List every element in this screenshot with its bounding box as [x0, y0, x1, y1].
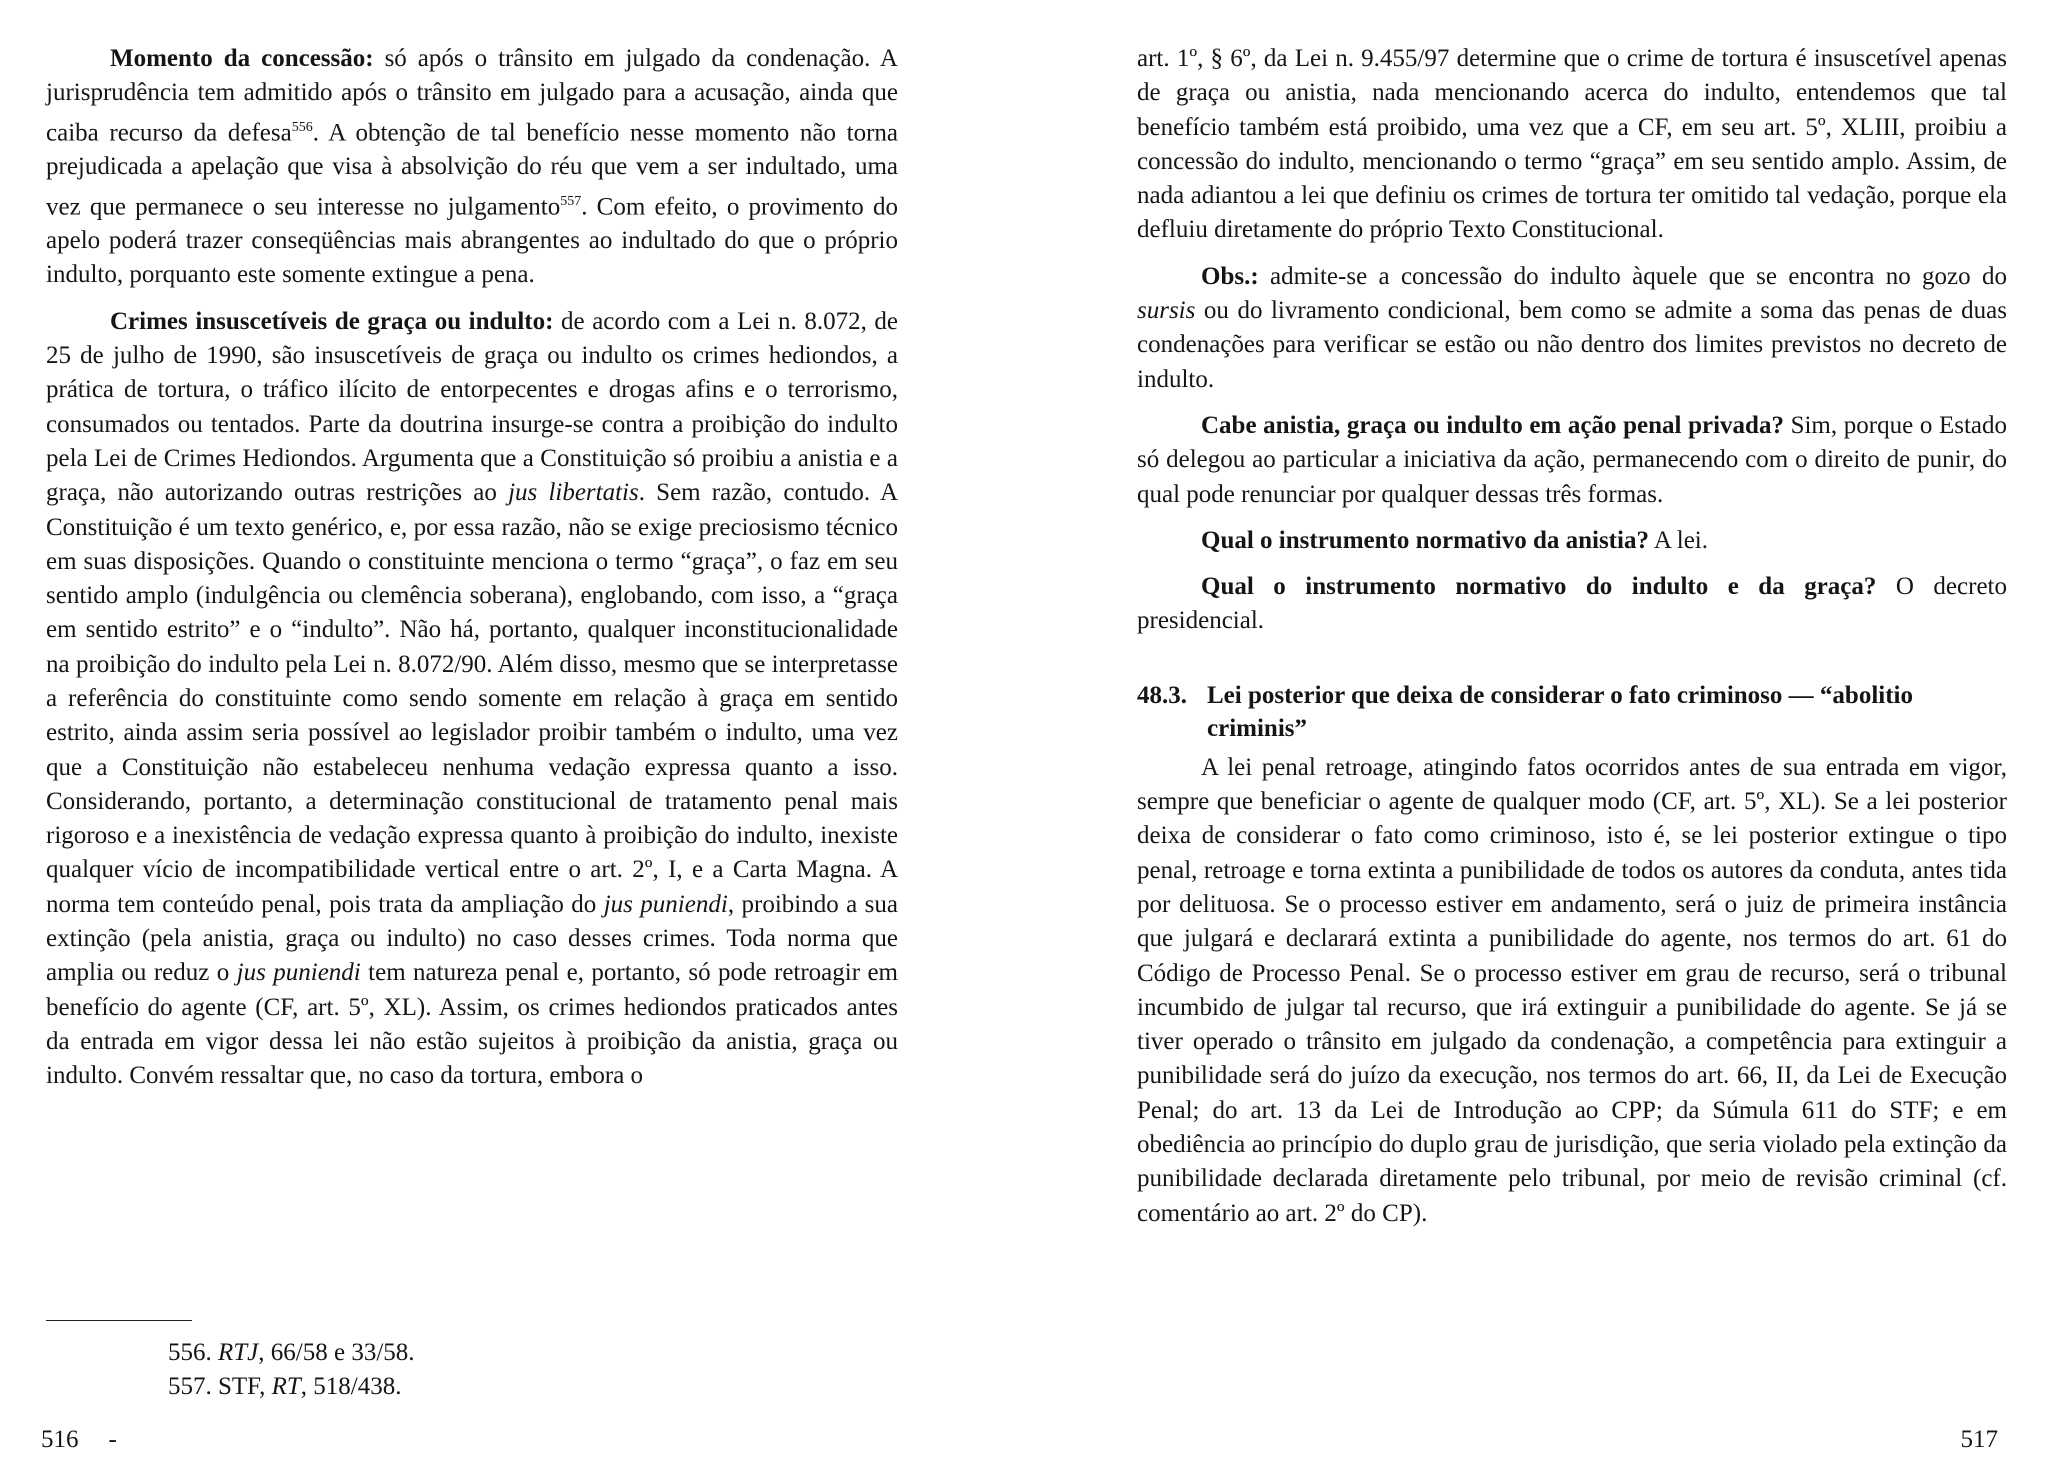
right-page — [1024, 0, 2048, 1472]
paragraph-crimes-insusceptiveis: Crimes insuscetíveis de graça ou indulto: de acordo com a Lei n. 8.072, de 25 de julho de 1990, são insuscetíveis de graça ou indulto os crimes hediondos, a prática de tortura, o tráfico ilícito de entorpecentes e drogas afins e o terrorismo, consumados ou tentados. Parte da doutrina insurge-se contra a proibição do indulto pela Lei de Crimes Hediondos. Argumenta que a Constituição só proibiu a anistia e a graça, não autorizando outras restrições ao jus libertatis. Sem razão, contudo. A Constituição é um texto genérico, e, por essa razão, não se exige preciosismo técnico em suas disposições. Quando o constituinte menciona o termo “graça”, o faz em seu sentido amplo (indulgência ou clemência soberana), englobando, com isso, a “graça em sentido estrito” e o “indulto”. Não há, portanto, qualquer inconstitucionalidade na proibição do indulto pela Lei n. 8.072/90. Além disso, mesmo que se interpretasse a referência do constituinte como sendo somente em relação à graça em sentido estrito, ainda assim seria possível ao legislador proibir também o indulto, uma vez que a Constituição não estabeleceu nenhuma vedação expressa quanto a isso. Considerando, portanto, a determinação constitucional de tratamento penal mais rigoroso e a inexistência de vedação expressa quanto à proibição do indulto, inexiste qualquer vício de incompatibilidade vertical entre o art. 2º, I, e a Carta Magna. A norma tem conteúdo penal, pois trata da ampliação do jus puniendi, proibindo a sua extinção (pela anistia, graça ou indulto) no caso desses crimes. Toda norma que amplia ou reduz o jus puniendi tem natureza penal e, portanto, só pode retroagir em benefício do agente (CF, art. 5º, XL). Assim, os crimes hediondos praticados antes da entrada em vigor dessa lei não estão sujeitos à proibição da anistia, graça ou indulto. Convém ressaltar que, no caso da tortura, embora o — [46, 307, 899, 1090]
section-title: Lei posterior que deixa de considerar o fato criminoso — “abolitio criminis” — [1207, 681, 1913, 742]
footnote-separator — [46, 1320, 192, 1321]
paragraph-obs: Obs.: admite-se a concessão do indulto àquele que se encontra no gozo do sursis ou do livramento condicional, bem como se admite a soma das penas de duas condenações para verificar se estão ou não dentro dos limites previstos no decreto de indulto. — [1137, 262, 2007, 393]
left-page-text-column — [46, 42, 898, 1106]
footnote-556: 556. RTJ, 66/58 e 33/58. — [168, 1339, 415, 1366]
paragraph-tortura-continuation: art. 1º, § 6º, da Lei n. 9.455/97 determine que o crime de tortura é insuscetível apenas de graça ou anistia, nada mencionando acerca do indulto, entendemos que tal benefício também está proibido, uma vez que a CF, em seu art. 5º, XLIII, proibiu a concessão do indulto, mencionando o termo “graça” em seu sentido amplo. Assim, de nada adiantou a lei que definiu os crimes de tortura ter omitido tal vedação, porque ela defluiu diretamente do próprio Texto Constitucional. — [1137, 45, 2007, 244]
paragraph-abolitio-criminis: A lei penal retroage, atingindo fatos ocorridos antes de sua entrada em vigor, sempre que beneficiar o agente de qualquer modo (CF, art. 5º, XL). Se a lei posterior deixa de considerar o fato como criminoso, isto é, se lei posterior extingue o tipo penal, retroage e torna extinta a punibilidade de todos os autores da conduta, antes tida por delituosa. Se o processo estiver em andamento, será o juiz de primeira instância que julgará e declarará extinta a punibilidade do agente, nos termos do art. 61 do Código de Processo Penal. Se o processo estiver em grau de recurso, será o tribunal incumbido de julgar tal recurso, que irá extinguir a punibilidade do agente. Se já se tiver operado o trânsito em julgado da condenação, a competência para extinguir a punibilidade será do juízo da execução, nos termos do art. 66, II, da Lei de Execução Penal; do art. 13 da Lei de Introdução ao CPP; da Súmula 611 do STF; e em obediência ao princípio do duplo grau de jurisdição, que seria violado pela extinção da punibilidade declarada diretamente pelo tribunal, por meio de revisão criminal (cf. comentário ao art. 2º do CP). — [1137, 753, 2007, 1227]
paragraph-momento-concessao: Momento da concessão: só após o trânsito em julgado da condenação. A jurisprudência tem admitido após o trânsito em julgado para a acusação, ainda que caiba recurso da defesa$^{556}$. A obtenção de tal benefício nesse momento não torna prejudicada a apelação que visa à absolvição do réu que vem a ser indultado, uma vez que permanece o seu interesse no julgamento$^{557}$. Com efeito, o provimento do apelo poderá trazer conseqüências mais abrangentes ao indultado do que o próprio indulto, porquanto este somente extingue a pena. — [46, 45, 898, 289]
term-crimes-insusceptiveis: Crimes insuscetíveis de graça ou indulto: — [110, 307, 554, 335]
term-obs: Obs.: — [1201, 262, 1259, 290]
footnotes — [104, 1336, 415, 1405]
term-momento-concessao: Momento da concessão: — [110, 45, 374, 72]
page-number-right: 517 — [1960, 1426, 1998, 1453]
section-number: 48.3. — [1137, 681, 1187, 709]
footnote-557: 557. STF, RT, 518/438. — [168, 1373, 402, 1401]
footnote-ref-556[interactable]: 556 — [291, 119, 313, 135]
footnote-ref-557[interactable]: 557 — [560, 193, 582, 209]
question-instrumento-anistia: Qual o instrumento normativo da anistia? A lei. — [1201, 526, 1708, 554]
page-number-left: 516 - — [41, 1426, 117, 1453]
question-acao-penal-privada: Cabe anistia, graça ou indulto em ação penal privada? Sim, porque o Estado só delegou ao particular a iniciativa da ação, permanecendo com o direito de punir, do qual pode renunciar por qualquer dessas três formas. — [1137, 411, 2007, 508]
section-heading-48-3 — [1137, 679, 2007, 745]
right-page-text-column — [1137, 42, 2007, 1243]
question-instrumento-indulto-graca: Qual o instrumento normativo do indulto e da graça? O decreto presidencial. — [1137, 573, 2007, 635]
